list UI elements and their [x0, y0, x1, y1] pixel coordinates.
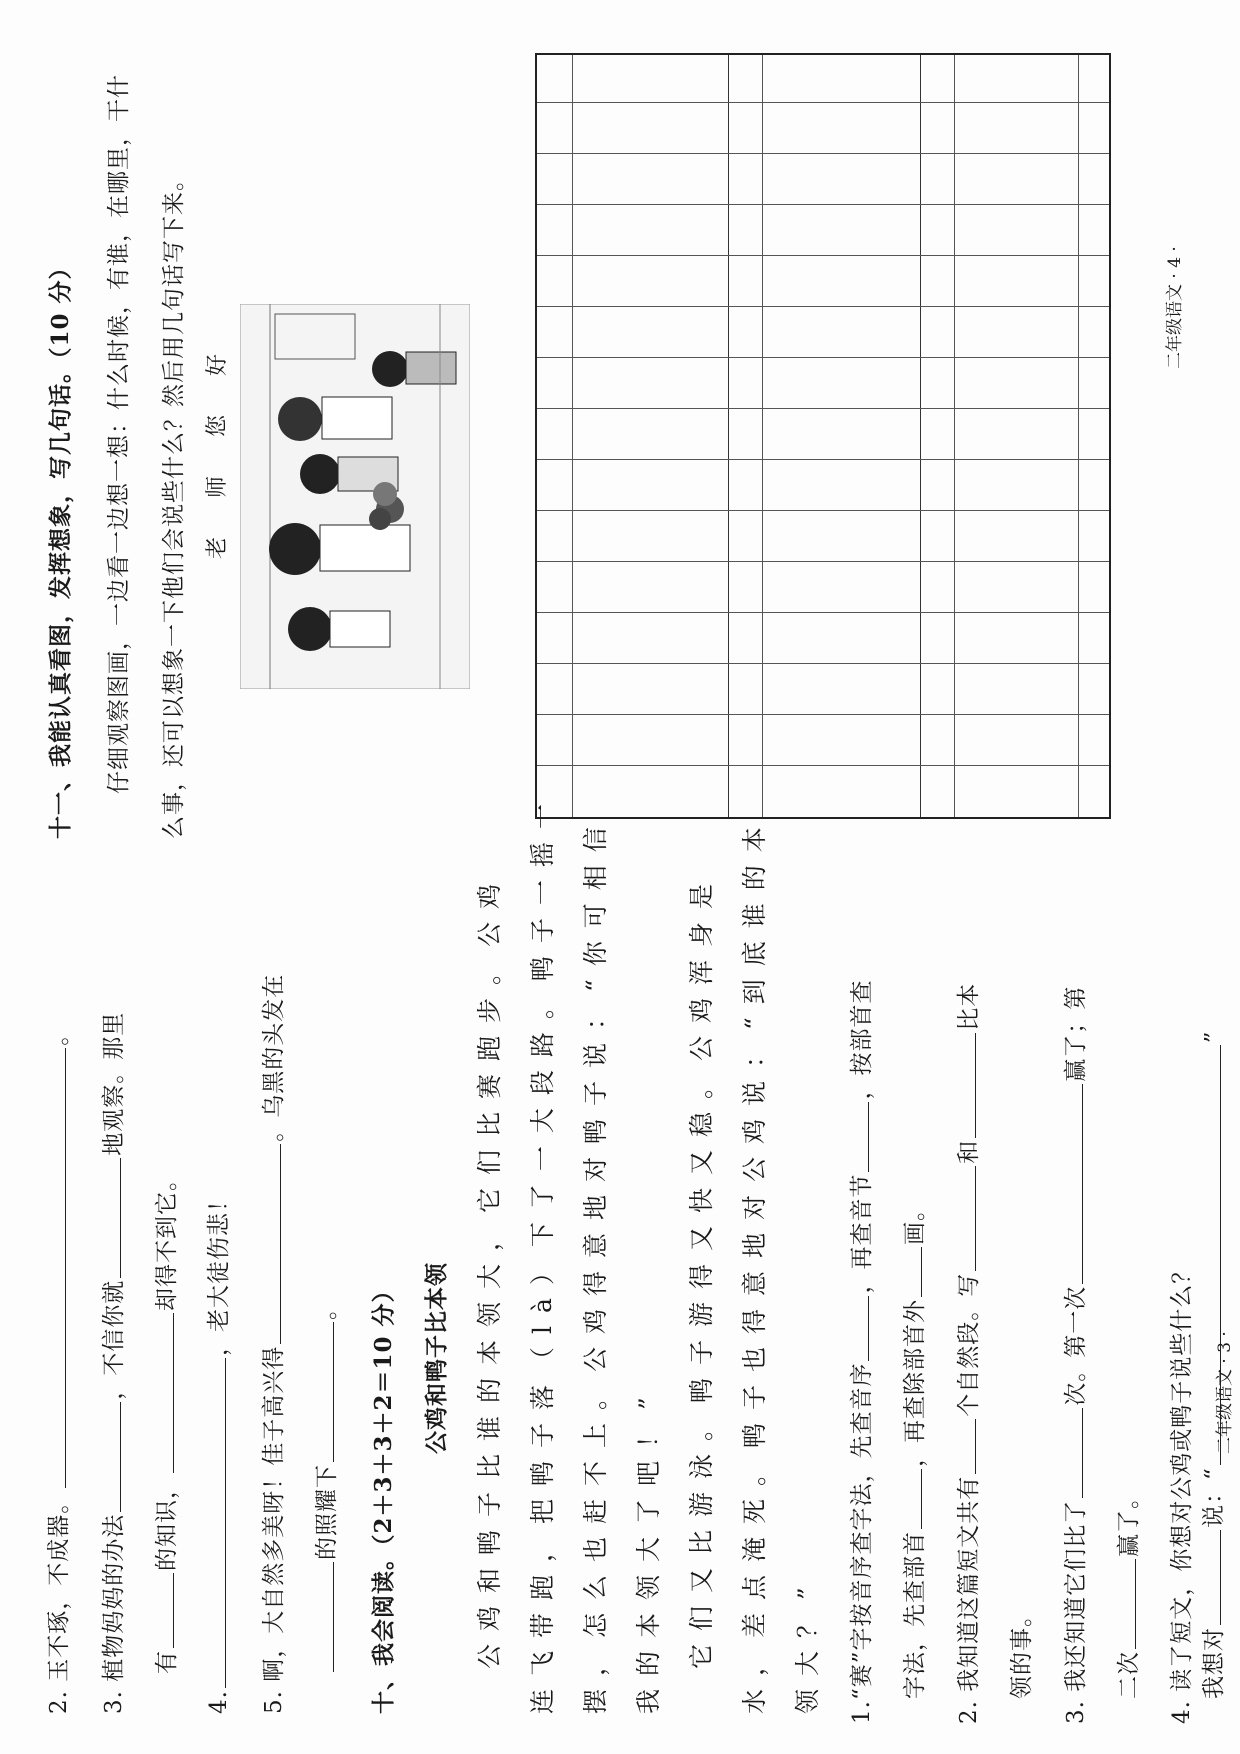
- q2-blank[interactable]: [45, 1048, 66, 1488]
- rq1-text-e: ，再查除部首外: [902, 1299, 928, 1467]
- grid-col: [537, 204, 1109, 205]
- footer-page-4: 二年级语文 · 4 ·: [1165, 246, 1185, 369]
- reading-q1-line1: [843, 980, 876, 1724]
- rq1-text-a: 1.“赛”字按音序查字法，先查音序: [849, 1362, 875, 1724]
- rq3-text-c: 赢了；第: [1063, 985, 1089, 1082]
- q5-line2: [308, 1296, 341, 1674]
- grid-col: [537, 561, 1109, 562]
- reading-q4-line1: 4. 读了短文，你想对公鸡或鸭子说些什么？: [1169, 1259, 1195, 1724]
- grid-row-divider: [762, 55, 763, 817]
- grid-col: [537, 510, 1109, 511]
- rq2-text-a: 2. 我知道这篇短文共有: [956, 1475, 982, 1724]
- q5-line1: [255, 974, 288, 1714]
- reading-q1-line2: [896, 1197, 929, 1699]
- grid-col: [537, 765, 1109, 766]
- grid-col: [537, 714, 1109, 715]
- q2-text: 2. 玉不琢，不成器。: [46, 1489, 72, 1714]
- grid-row-divider: [728, 55, 729, 817]
- grid-row-divider: [572, 55, 573, 817]
- q3-text-f: 却得不到它。: [154, 1167, 180, 1311]
- passage-line-3: 摆，怎么也赶不上。公鸡得意地对鸭子说：“你可相信: [581, 814, 610, 1714]
- reading-q2-line2: 领的事。: [1009, 1603, 1035, 1699]
- q3-text-c: 地观察。那里: [101, 1011, 127, 1156]
- q3-blank-3[interactable]: [153, 1573, 174, 1648]
- grid-col: [537, 357, 1109, 358]
- q3-blank-1[interactable]: [100, 1402, 121, 1512]
- rq3-text-d: 二次: [1116, 1651, 1142, 1699]
- instructions-line-1: 仔细观察图画，一边看一边想一想：什么时候，有谁，在哪里，干什: [106, 74, 132, 794]
- rq4-text-b: 我想对: [1201, 1627, 1227, 1699]
- grid-col: [537, 306, 1109, 307]
- q4-text-a: 4.: [206, 1690, 232, 1714]
- rq1-text-f: 画。: [902, 1197, 928, 1245]
- rq1-text-c: ，按部首查: [849, 979, 875, 1100]
- passage-title: 公鸡和鸭子比本领: [423, 1262, 450, 1454]
- instructions-line-2: 么事，还可以想象一下他们会说些什么？然后用几句话写下来。: [161, 167, 187, 839]
- q5-text-d: 。: [314, 1296, 340, 1320]
- q5-blank-3[interactable]: [313, 1322, 334, 1462]
- q5-text-b: 。乌黑的头发在: [261, 973, 287, 1142]
- q3-text-a: 3. 植物妈妈的办法: [101, 1513, 127, 1714]
- rq2-text-d: 比本: [956, 982, 982, 1031]
- q4-blank[interactable]: [205, 1358, 226, 1688]
- rq3-text-b: 次。第一次: [1063, 1285, 1089, 1406]
- rq4-text-d: ”: [1201, 1030, 1227, 1044]
- q4-text-b: ，老大徒伤悲！: [206, 1188, 232, 1357]
- grid-col: [537, 408, 1109, 409]
- illustration-teacher-students: [240, 304, 470, 689]
- section-11-title: 十一、我能认真看图，发挥想象，写几句话。（10 分）: [47, 255, 74, 839]
- rq4-text-c: 说：“: [1201, 1467, 1227, 1528]
- q3-blank-2[interactable]: [100, 1158, 121, 1278]
- reading-q2-line1: [950, 983, 983, 1724]
- grid-col: [537, 663, 1109, 664]
- picture-caption: 老 师 您 好: [205, 338, 230, 559]
- section-10-title: 十、我会阅读。（2＋3＋3＋2＝10 分）: [370, 1278, 397, 1714]
- q3-text-d: 有: [154, 1650, 180, 1674]
- grid-row-divider: [954, 55, 955, 817]
- passage-line-6: 水，差点淹死。鸭子也得意地对公鸡说：“到底谁的本: [740, 814, 769, 1714]
- passage-line-1: 公鸡和鸭子比谁的本领大，它们比赛跑步。公鸡: [475, 870, 504, 1669]
- rq3-blank-2[interactable]: [1062, 1084, 1083, 1284]
- rq3-blank-1[interactable]: [1062, 1408, 1083, 1498]
- grid-col: [537, 612, 1109, 613]
- grid-col: [537, 153, 1109, 154]
- rq2-blank-3[interactable]: [955, 1033, 976, 1138]
- grid-col: [537, 255, 1109, 256]
- rq1-blank-4[interactable]: [901, 1247, 922, 1297]
- reading-q3-line1: [1057, 986, 1090, 1724]
- footer-page-3: 二年级语文 · 3 ·: [1215, 1331, 1235, 1454]
- page-3: [0, 791, 1240, 1754]
- rq4-blank-1[interactable]: [1200, 1530, 1221, 1625]
- rq3-blank-3[interactable]: [1115, 1559, 1136, 1649]
- rq1-text-d: 字法，先查部首: [902, 1531, 928, 1699]
- q2-line: 2. 玉不琢，不成器。。: [46, 1021, 72, 1714]
- rq1-blank-1[interactable]: [848, 1296, 869, 1361]
- q5-blank-1[interactable]: [260, 1144, 281, 1344]
- rq1-blank-2[interactable]: [848, 1102, 869, 1172]
- passage-line-2: 连飞带跑，把鸭子落（là）下了一大段路。鸭子一摇一: [528, 791, 557, 1714]
- grid-col: [537, 459, 1109, 460]
- q4-line: [200, 1188, 233, 1714]
- rq1-blank-3[interactable]: [901, 1469, 922, 1529]
- rq2-text-b: 个自然段。写: [956, 1272, 982, 1417]
- passage-line-7: 领大？”: [793, 1574, 822, 1714]
- reading-q3-line2: [1110, 1485, 1143, 1699]
- grid-row-divider: [920, 55, 921, 817]
- q3-text-e: 的知识，: [154, 1475, 180, 1571]
- page-4: [0, 0, 1240, 869]
- grid-col: [537, 102, 1109, 103]
- rq2-blank-2[interactable]: [955, 1166, 976, 1271]
- rq1-text-b: ，再查音节: [849, 1173, 875, 1294]
- q5-text-c: 的照耀下: [314, 1464, 340, 1560]
- passage-line-4: 我的本领大了吧！”: [634, 1384, 663, 1714]
- grid-row-divider: [1078, 55, 1079, 817]
- q3-line2: [148, 1167, 181, 1674]
- q5-text-a: 5. 啊，大自然多美呀！佳子高兴得: [261, 1345, 287, 1714]
- passage-line-5: 它们又比游泳。鸭子游得又快又稳。公鸡浑身是: [687, 870, 716, 1669]
- q5-blank-2[interactable]: [313, 1562, 334, 1672]
- rq3-text-e: 赢了。: [1116, 1485, 1142, 1557]
- q3-line1: [95, 1012, 128, 1714]
- q3-text-b: ，不信你就: [101, 1279, 127, 1400]
- rq3-text-a: 3. 我还知道它们比了: [1063, 1499, 1089, 1724]
- rq2-text-c: 和: [956, 1139, 982, 1164]
- writing-grid[interactable]: [535, 53, 1111, 819]
- rq2-blank-1[interactable]: [955, 1419, 976, 1474]
- q3-blank-4[interactable]: [153, 1313, 174, 1473]
